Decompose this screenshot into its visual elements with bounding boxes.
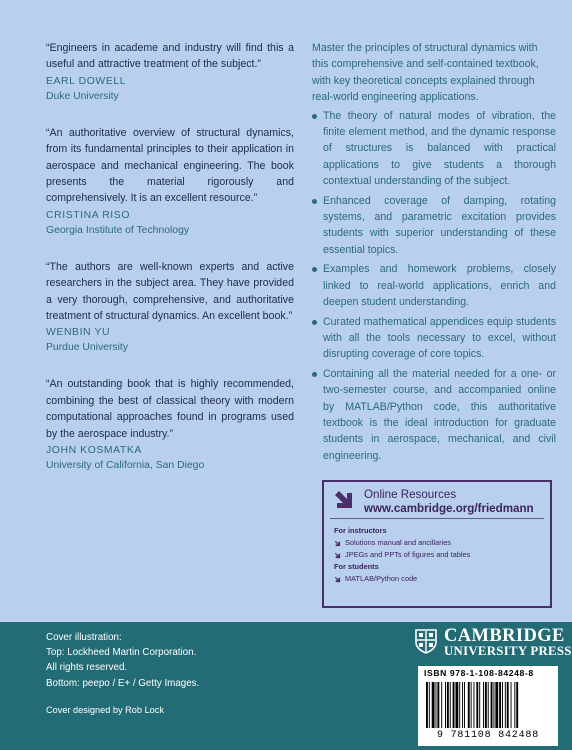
feature-text: The theory of natural modes of vibration, the finite element method, and the dynamic response of structures is balanced with practical applications to give students a thorough contextual understanding of the subject.: [323, 109, 556, 188]
resource-item-label: JPEGs and PPTs of figures and tables: [345, 550, 471, 559]
credit-line: Cover illustration:: [46, 632, 122, 643]
endorser-name: WENBIN YU: [46, 327, 111, 339]
feature-item: [312, 193, 556, 259]
cover-credits: [46, 630, 199, 691]
feature-text: Examples and homework problems, closely linked to real-world applications, enrich and deepen student understanding.: [323, 263, 556, 309]
endorsement-3: [46, 259, 294, 356]
resource-item: [334, 549, 544, 561]
resource-item: [334, 537, 544, 549]
designer-credit: Cover designed by Rob Lock: [46, 705, 164, 715]
resource-item: [334, 573, 544, 585]
bullet-icon: [312, 114, 317, 119]
online-resources-box: [322, 480, 552, 608]
description-intro: Master the principles of structural dynamics with this comprehensive and self-contained textbook, with key theoretical concepts explained through real-world engineering applications.: [312, 42, 539, 104]
bullet-icon: [312, 199, 317, 204]
description-column: [312, 40, 556, 467]
endorser-affiliation: Georgia Institute of Technology: [46, 224, 190, 236]
endorsement-quote: “An outstanding book that is highly recommended, combining the best of classical theory with modern computational approaches found in programs used by the aerospace industry.”: [46, 378, 294, 440]
endorsement-quote: “The authors are well-known experts and active researchers in the subject area. They have provided a very thorough, comprehensive, and authoritative treatment of structural dynamics. An excellent book.”: [46, 260, 294, 323]
barcode-bars-icon: [426, 682, 548, 728]
credit-line: Bottom: peepo / E+ / Getty Images.: [46, 677, 200, 689]
arrow-down-right-icon: [334, 552, 341, 559]
resource-item-label: Solutions manual and ancillaries: [345, 538, 451, 547]
students-heading: For students: [334, 562, 379, 571]
endorsement-4: [46, 376, 294, 473]
feature-item: [312, 108, 556, 190]
divider: [330, 518, 544, 519]
endorser-affiliation: Duke University: [46, 90, 119, 102]
endorser-affiliation: Purdue University: [46, 342, 129, 354]
feature-text: Curated mathematical appendices equip students with all the tools necessary to excel, without disrupting coverage of core topics.: [323, 315, 556, 361]
back-cover-footer: [0, 622, 572, 750]
feature-item: [312, 261, 556, 310]
barcode: [418, 666, 558, 746]
bullet-icon: [312, 372, 317, 377]
publisher-subtitle: UNIVERSITY PRESS: [444, 644, 572, 658]
arrow-down-right-icon: [334, 576, 341, 583]
instructors-heading: For instructors: [334, 526, 387, 535]
online-resources-header: [324, 482, 550, 518]
online-resources-list: [334, 525, 544, 585]
publisher-name: CAMBRIDGE: [444, 626, 565, 646]
endorser-affiliation: University of California, San Diego: [46, 460, 205, 472]
bullet-icon: [312, 320, 317, 325]
credit-line: All rights reserved.: [46, 662, 128, 674]
endorser-name: JOHN KOSMATKA: [46, 445, 142, 457]
barcode-number: 9 781108 842488: [436, 730, 539, 741]
feature-item: [312, 314, 556, 363]
cambridge-crest-icon: [414, 628, 438, 654]
feature-item: [312, 366, 556, 464]
isbn-label: ISBN 978-1-108-84248-8: [424, 668, 534, 678]
feature-text: Enhanced coverage of damping, rotating systems, and parametric excitation provides students with superior understanding of these essential topics.: [323, 194, 556, 256]
feature-list: [312, 108, 556, 465]
bullet-icon: [312, 267, 317, 272]
resource-item-label: MATLAB/Python code: [345, 574, 418, 583]
endorser-name: CRISTINA RISO: [46, 209, 131, 221]
credit-line: Top: Lockheed Martin Corporation.: [46, 647, 197, 659]
arrow-down-right-icon: [332, 488, 354, 510]
feature-text: Containing all the material needed for a one- or two-semester course, and accompanied online by MATLAB/Python code, this authoritative textbook is the ideal introduction for graduate students in aerospace, mechanical, and civil engineering.: [323, 367, 556, 462]
endorsement-quote: “Engineers in academe and industry will find this a useful and attractive treatment of the subject.”: [46, 42, 294, 71]
endorsements-column: [46, 40, 294, 494]
online-resources-title: Online Resources: [364, 488, 457, 501]
endorser-name: EARL DOWELL: [46, 75, 127, 87]
endorsement-quote: “An authoritative overview of structural dynamics, from its fundamental principles to their application in aerospace and mechanical engineering. The book presents the material rigorously and comprehensively. It is an excellent resource.”: [46, 126, 294, 205]
arrow-down-right-icon: [334, 540, 341, 547]
online-resources-link[interactable]: www.cambridge.org/friedmann: [364, 502, 534, 515]
endorsement-2: [46, 125, 294, 238]
endorsement-1: [46, 40, 294, 104]
